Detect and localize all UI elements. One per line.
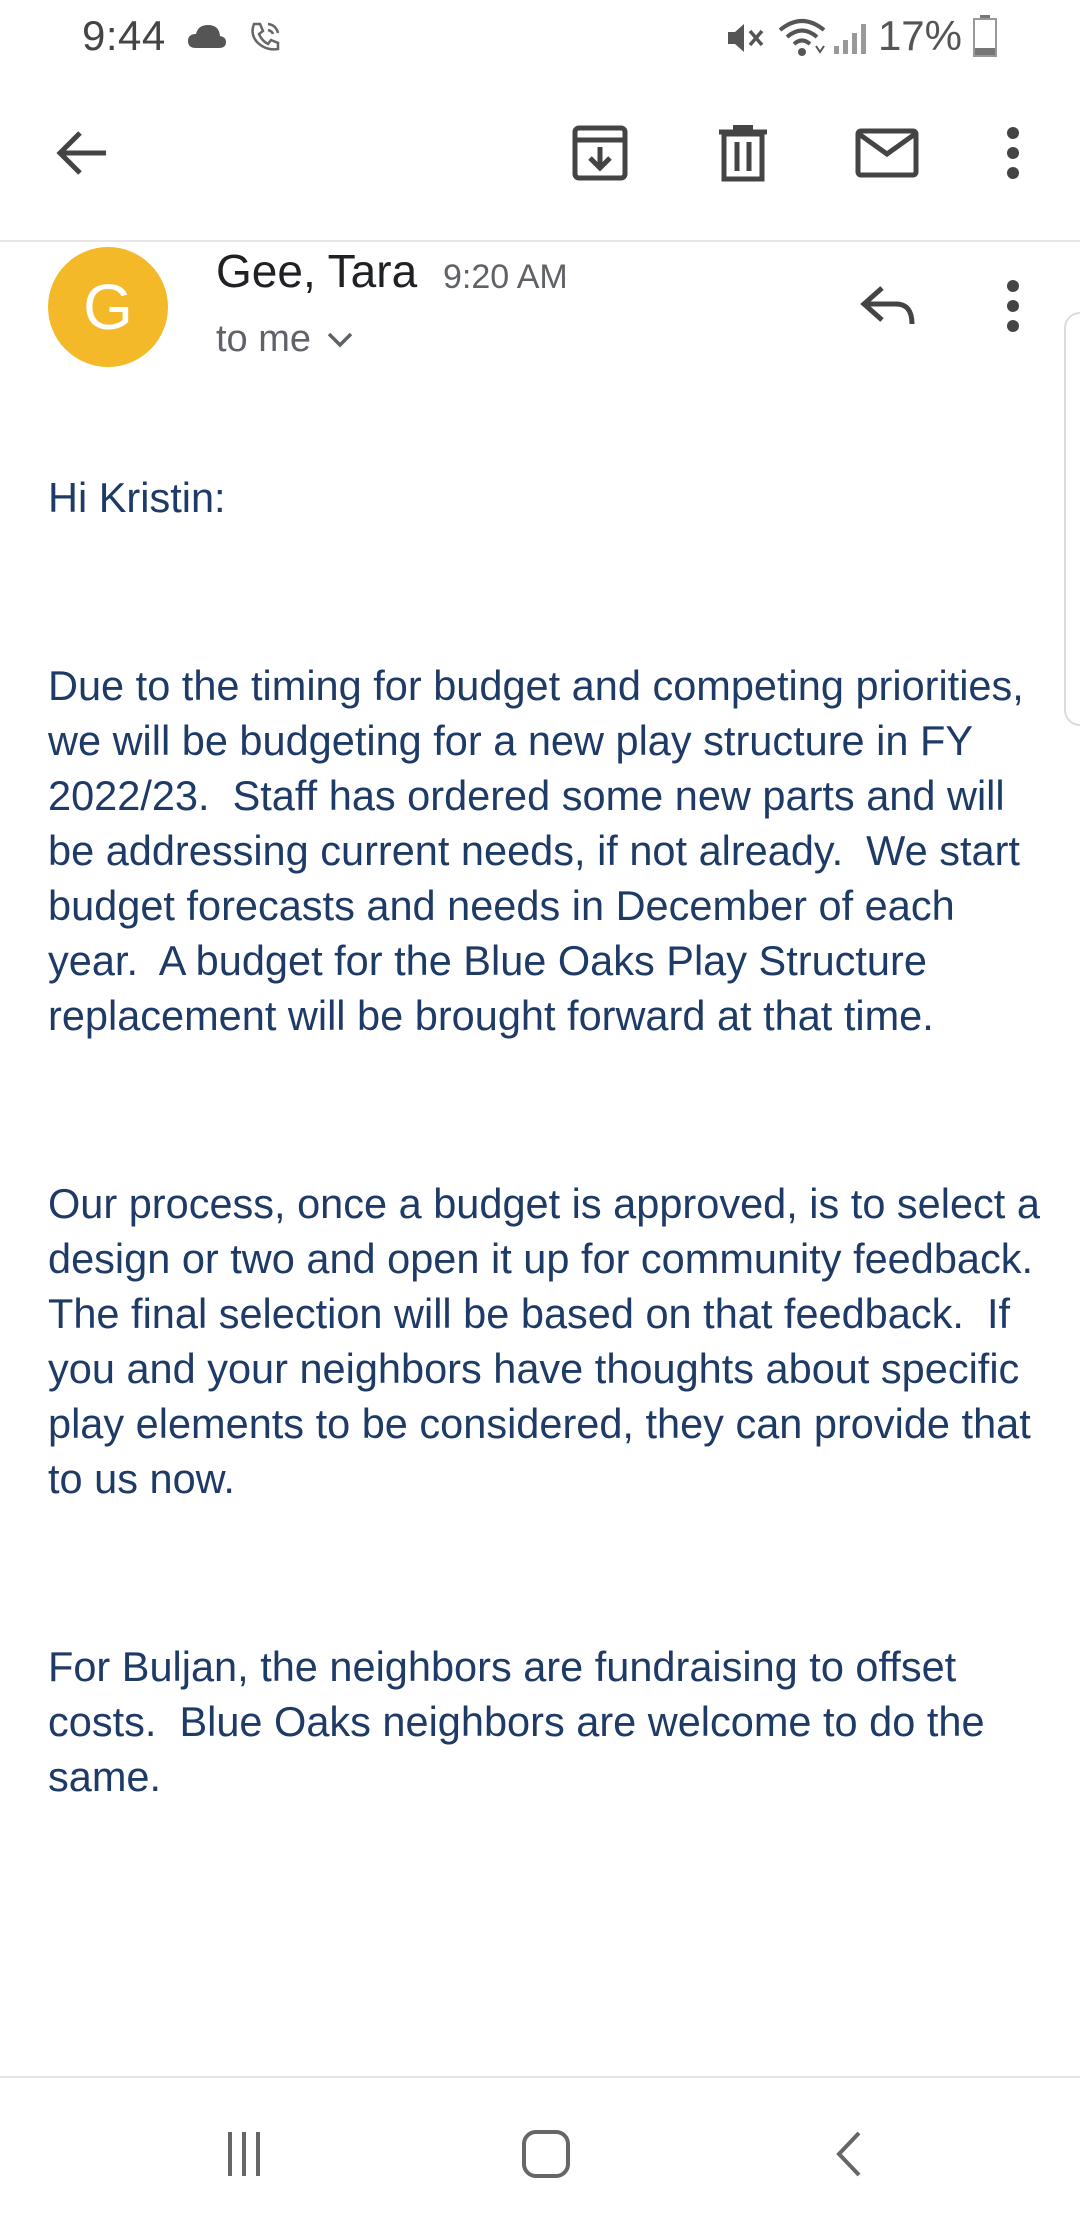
battery-icon: [972, 14, 998, 58]
reply-button[interactable]: [840, 258, 936, 354]
message-more-button[interactable]: [965, 258, 1061, 354]
recipient-details-toggle[interactable]: [216, 318, 355, 361]
chevron-down-icon: [325, 330, 355, 350]
sender-avatar[interactable]: G: [48, 247, 168, 367]
wifi-call-icon: [248, 20, 282, 54]
more-vert-icon: [1003, 278, 1023, 334]
home-icon: [520, 2128, 572, 2180]
back-button[interactable]: [34, 105, 130, 201]
mark-unread-button[interactable]: [839, 105, 935, 201]
email-body: [48, 470, 1056, 1937]
more-vert-icon: [1003, 125, 1023, 181]
email-paragraph: Hi Kristin:: [48, 474, 226, 521]
side-panel-handle[interactable]: [1064, 312, 1080, 726]
recent-apps-button[interactable]: [204, 2114, 284, 2194]
delete-icon: [715, 123, 771, 183]
battery-percent: 17%: [877, 12, 962, 59]
back-arrow-icon: [54, 125, 110, 181]
status-time: 9:44: [82, 12, 166, 59]
mute-icon: [724, 18, 768, 58]
home-button[interactable]: [506, 2114, 586, 2194]
sent-time: 9:20 AM: [443, 258, 568, 296]
email-paragraph: Due to the timing for budget and competing priorities, we will be budgeting for a new play structure in FY 2022/23. Staff has ordered some new parts and will be addressing current needs, if not already. We start budget forecasts and needs in December of each year. A budget for the Blue Oaks Play Structure replacement will be brought forward at that time.: [48, 662, 1036, 1039]
email-paragraph: For Buljan, the neighbors are fundraising to offset costs. Blue Oaks neighbors are welcome to do the same.: [48, 1643, 997, 1800]
mark-unread-icon: [855, 128, 919, 178]
recent-apps-icon: [220, 2130, 268, 2178]
sender-name: Gee, Tara: [216, 245, 418, 297]
cloud-icon: [186, 22, 228, 50]
email-paragraph: Our process, once a budget is approved, is to select a design or two and open it up for community feedback. The final selection will be based on that feedback. If you and your neighbors have thoughts about specific play elements to be considered, they can provide that to us now.: [48, 1180, 1056, 1502]
more-options-button[interactable]: [965, 105, 1061, 201]
delete-button[interactable]: [695, 105, 791, 201]
signal-icon: [832, 20, 872, 56]
nav-back-icon: [833, 2129, 863, 2179]
wifi-icon: [776, 16, 828, 58]
archive-button[interactable]: [552, 105, 648, 201]
status-bar: [0, 0, 1080, 78]
reply-icon: [860, 284, 916, 328]
archive-icon: [570, 123, 630, 183]
recipient-label: to me: [216, 318, 312, 360]
system-back-button[interactable]: [808, 2114, 888, 2194]
system-nav-bar: [0, 2076, 1080, 2220]
app-bar: [0, 78, 1080, 242]
